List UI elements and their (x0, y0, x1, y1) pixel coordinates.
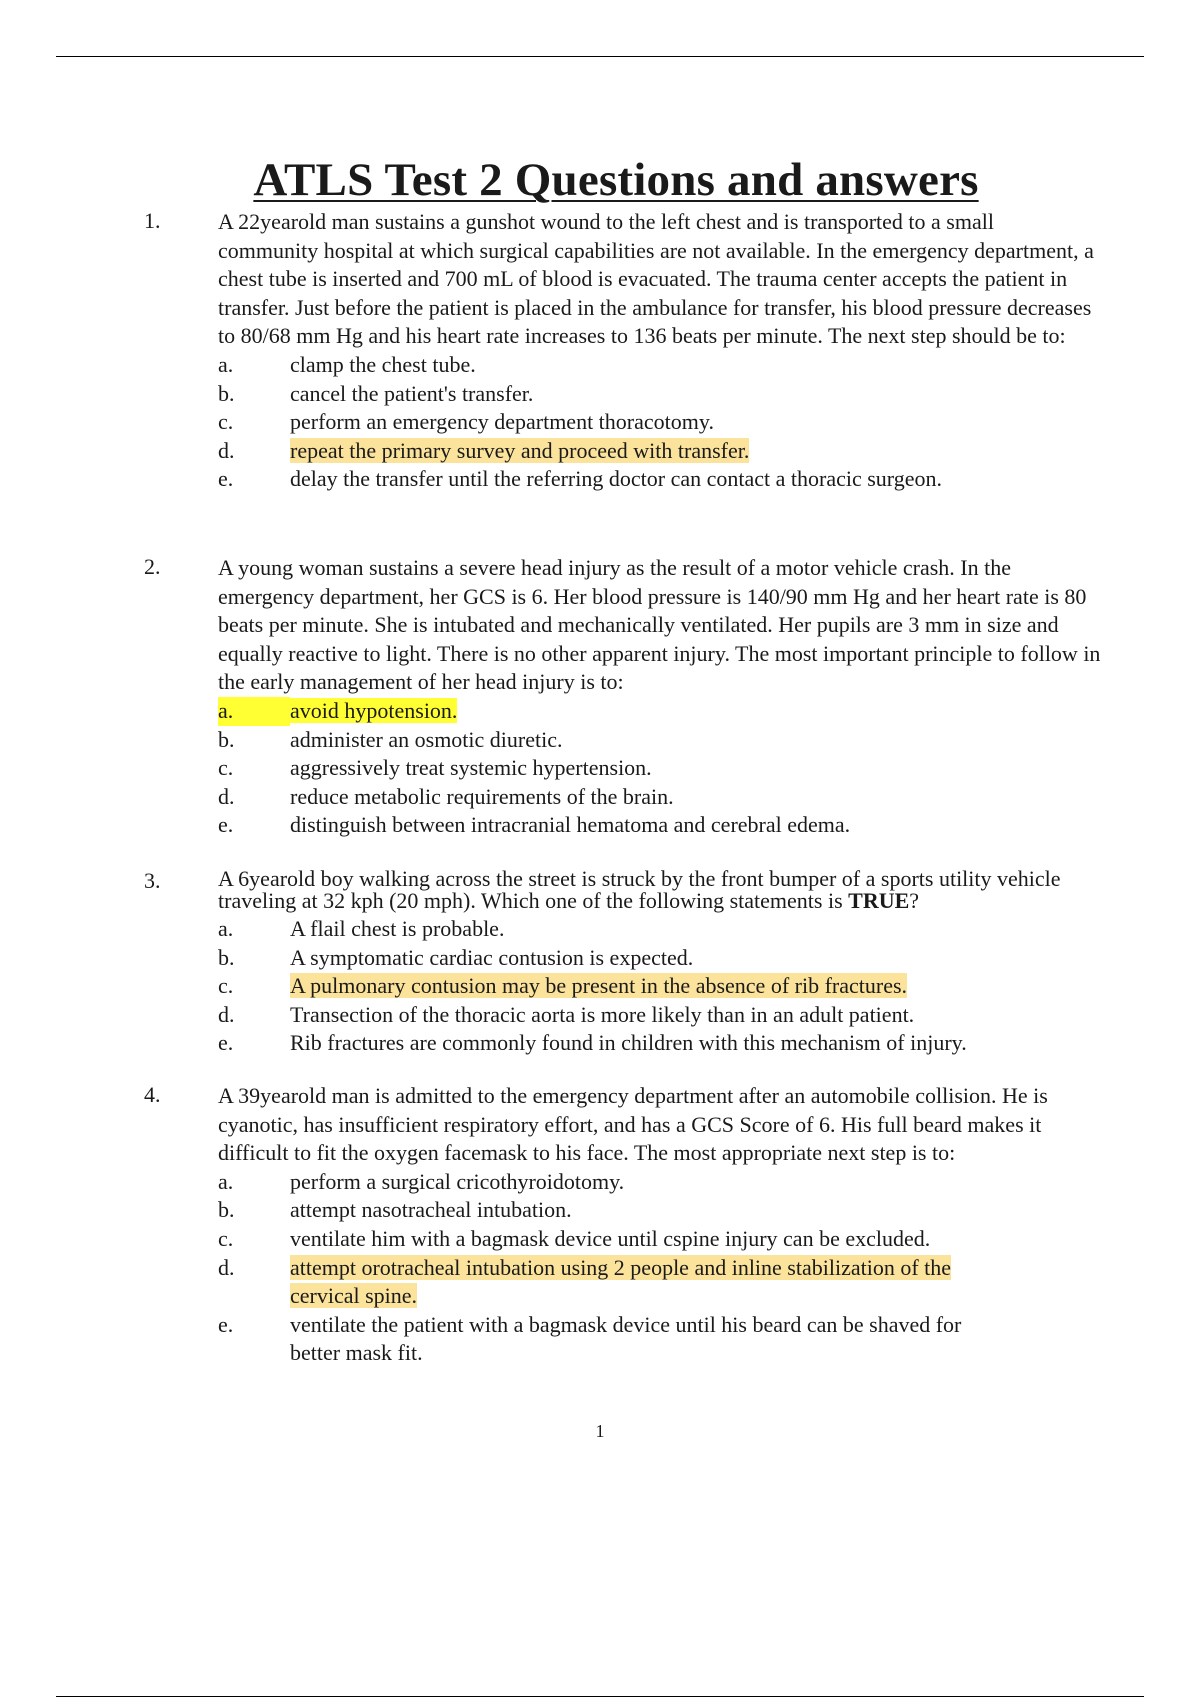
top-rule (56, 56, 1144, 57)
option-c-correct: c. A pulmonary contusion may be present in the absence of rib fractures. (218, 973, 908, 999)
option-b: b. administer an osmotic diuretic. (218, 726, 563, 752)
question-number: 2. (144, 554, 161, 579)
option-e: e. ventilate the patient with a bagmask device until his beard can be shaved for better mask fit. (218, 1311, 962, 1366)
option-d: d. reduce metabolic requirements of the brain. (218, 783, 674, 809)
answer-highlight: A pulmonary contusion may be present in the absence of rib fractures. (290, 973, 908, 999)
page-title: ATLS Test 2 Questions and answers (253, 154, 979, 207)
question-4 (0, 1082, 1200, 1368)
bottom-rule (56, 1696, 1144, 1697)
question-stem: A young woman sustains a severe head injury as the result of a motor vehicle crash. In the emergency department, her GCS is 6. Her blood pressure is 140/90 mm Hg and her heart rate is 80 beats per minute. She is intubated and mechanically ventilated. Her pupils are 3 mm in size and equally reactive to light. There is no other apparent injury. The most important principle to follow in the early management of her head injury is to: (218, 555, 1101, 695)
question-2 (0, 554, 1200, 840)
option-c: c. perform an emergency department thoracotomy. (218, 409, 714, 435)
option-b: b. cancel the patient's transfer. (218, 380, 534, 406)
option-b: b. A symptomatic cardiac contusion is expected. (218, 944, 694, 970)
question-stem: A 22yearold man sustains a gunshot wound to the left chest and is transported to a small community hospital at which surgical capabilities are not available. In the emergency department, a chest tube is inserted and 700 mL of blood is evacuated. The trauma center accepts the patient in transfer. Just before the patient is placed in the ambulance for transfer, his blood pressure decreases to 80/68 mm Hg and his heart rate increases to 136 beats per minute. The next step should be to: (218, 209, 1094, 349)
answer-highlight: repeat the primary survey and proceed with transfer. (290, 437, 750, 463)
question-number: 3. (144, 868, 161, 893)
answer-highlight-line-1: attempt orotracheal intubation using 2 people and inline stabilization of the (290, 1254, 952, 1280)
option-e: e. delay the transfer until the referring doctor can contact a thoracic surgeon. (218, 466, 942, 492)
question-1 (0, 208, 1200, 494)
option-c: c. ventilate him with a bagmask device until cspine injury can be excluded. (218, 1225, 931, 1251)
option-d-correct: d. attempt orotracheal intubation using 2 people and inline stabilization of the cervical spine. (218, 1254, 952, 1309)
option-a: a. A flail chest is probable. (218, 916, 505, 941)
question-number: 4. (144, 1082, 161, 1107)
option-a: a. clamp the chest tube. (218, 351, 476, 377)
option-d-correct: d. repeat the primary survey and proceed with transfer. (218, 437, 750, 463)
answer-highlight: avoid hypotension. (290, 697, 458, 723)
page-number: 1 (595, 1421, 605, 1441)
question-stem: A 39yearold man is admitted to the emergency department after an automobile collision. He is cyanotic, has insufficient respiratory effort, and has a GCS Score of 6. His full beard makes it difficult to fit the oxygen facemask to his face. The most appropriate next step is to: (218, 1083, 1048, 1166)
answer-highlight-line-2: cervical spine. (290, 1283, 418, 1309)
question-number: 1. (144, 208, 161, 233)
option-e: e. Rib fractures are commonly found in children with this mechanism of injury. (218, 1030, 967, 1056)
option-c: c. aggressively treat systemic hypertension. (218, 755, 652, 781)
question-stem: A 6yearold boy walking across the street is struck by the front bumper of a sports utility vehicle traveling at 32 kph (20 mph). Which one of the following statements is TRUE? (218, 866, 1061, 913)
option-a-correct: a. avoid hypotension. (0, 697, 1200, 726)
option-b: b. attempt nasotracheal intubation. (218, 1197, 572, 1223)
option-d: d. Transection of the thoracic aorta is more likely than in an adult patient. (218, 1001, 915, 1027)
option-a: a. perform a surgical cricothyroidotomy. (218, 1168, 625, 1194)
option-e: e. distinguish between intracranial hematoma and cerebral edema. (218, 812, 851, 838)
question-3 (0, 868, 1200, 1058)
